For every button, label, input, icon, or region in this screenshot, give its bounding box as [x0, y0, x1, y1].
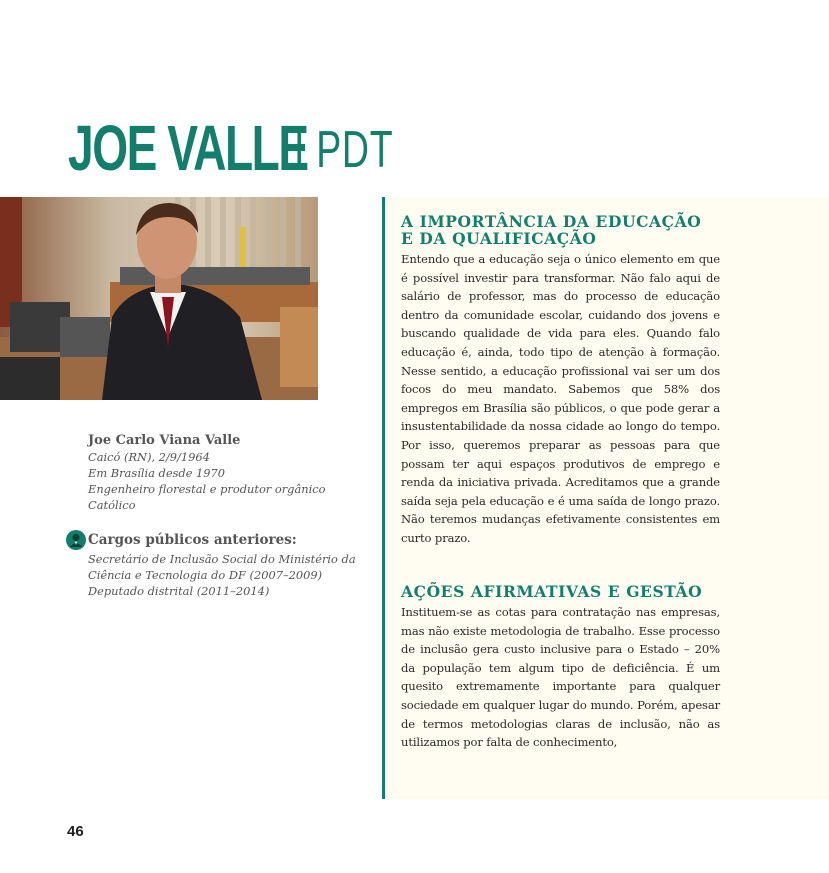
bio-birthplace: Caicó (RN), 2/9/1964 [88, 450, 210, 464]
offices-title: Cargos públicos anteriores: [88, 532, 297, 548]
heading-line: E DA QUALIFICAÇÃO [401, 229, 597, 248]
heading-line: AÇÕES AFIRMATIVAS E GESTÃO [401, 582, 703, 601]
section-body: Instituem-se as cotas para contratação nas empresas, mas não existe metodologia de trabalho. Esse processo de inclusão gera custo inclusive para o Estado – 20% da população tem algum tipo de deficiência. É um quesito extremamente importante para qualquer sociedade em qualquer lugar do mundo. Porém, apesar de termos metodologias claras de inclusão, não as utilizamos por falta de conhecimento, [401, 605, 720, 750]
page-number: 46 [67, 823, 84, 840]
politician-name: JOE VALLE [68, 112, 308, 184]
office-item: Ciência e Tecnologia do DF (2007–2009) [88, 568, 323, 582]
bio-block [88, 433, 368, 513]
heading-line: A IMPORTÂNCIA DA EDUCAÇÃO [401, 212, 702, 231]
section-affirmative-actions [401, 583, 720, 752]
office-item: Secretário de Inclusão Social do Ministério da [88, 552, 356, 566]
page-title [68, 112, 401, 184]
party-label: I PDT [294, 121, 394, 179]
portrait-photo [0, 197, 318, 400]
office-item: Deputado distrital (2011–2014) [88, 584, 270, 598]
bio-profession: Engenheiro florestal e produtor orgânico [88, 482, 326, 496]
bio-religion: Católico [88, 498, 136, 512]
portrait-illustration [0, 197, 318, 400]
person-icon [66, 530, 86, 550]
section-education [401, 213, 720, 548]
section-heading [401, 583, 720, 600]
bio-full-name: Joe Carlo Viana Valle [88, 433, 241, 448]
bio-residence: Em Brasília desde 1970 [88, 466, 226, 480]
previous-offices [66, 530, 366, 599]
section-heading [401, 213, 720, 247]
section-body: Entendo que a educação seja o único elemento em que é possível investir para transformar. Não falo aqui de salário de professor, mas do processo de educação dentro da comunidade escolar, cuidando dos jovens e buscando qualidade de vida para eles. Quando falo educação é, ainda, todo tipo de atenção à formação. Nesse sentido, a educação profissional vai ser um dos focos do meu mandato. Sabemos que 58% dos empregos em Brasília são públicos, o que pode gerar a insustentabilidade da nossa cidade ao longo do tempo. Por isso, queremos preparar as pessoas para que possam ter aqui espaços produtivos de emprego e renda da iniciativa privada. Acreditamos que a grande saída seja pela educação e é uma saída de longo prazo. Não teremos mudanças efetivamente consistentes em curto prazo. [401, 252, 720, 545]
